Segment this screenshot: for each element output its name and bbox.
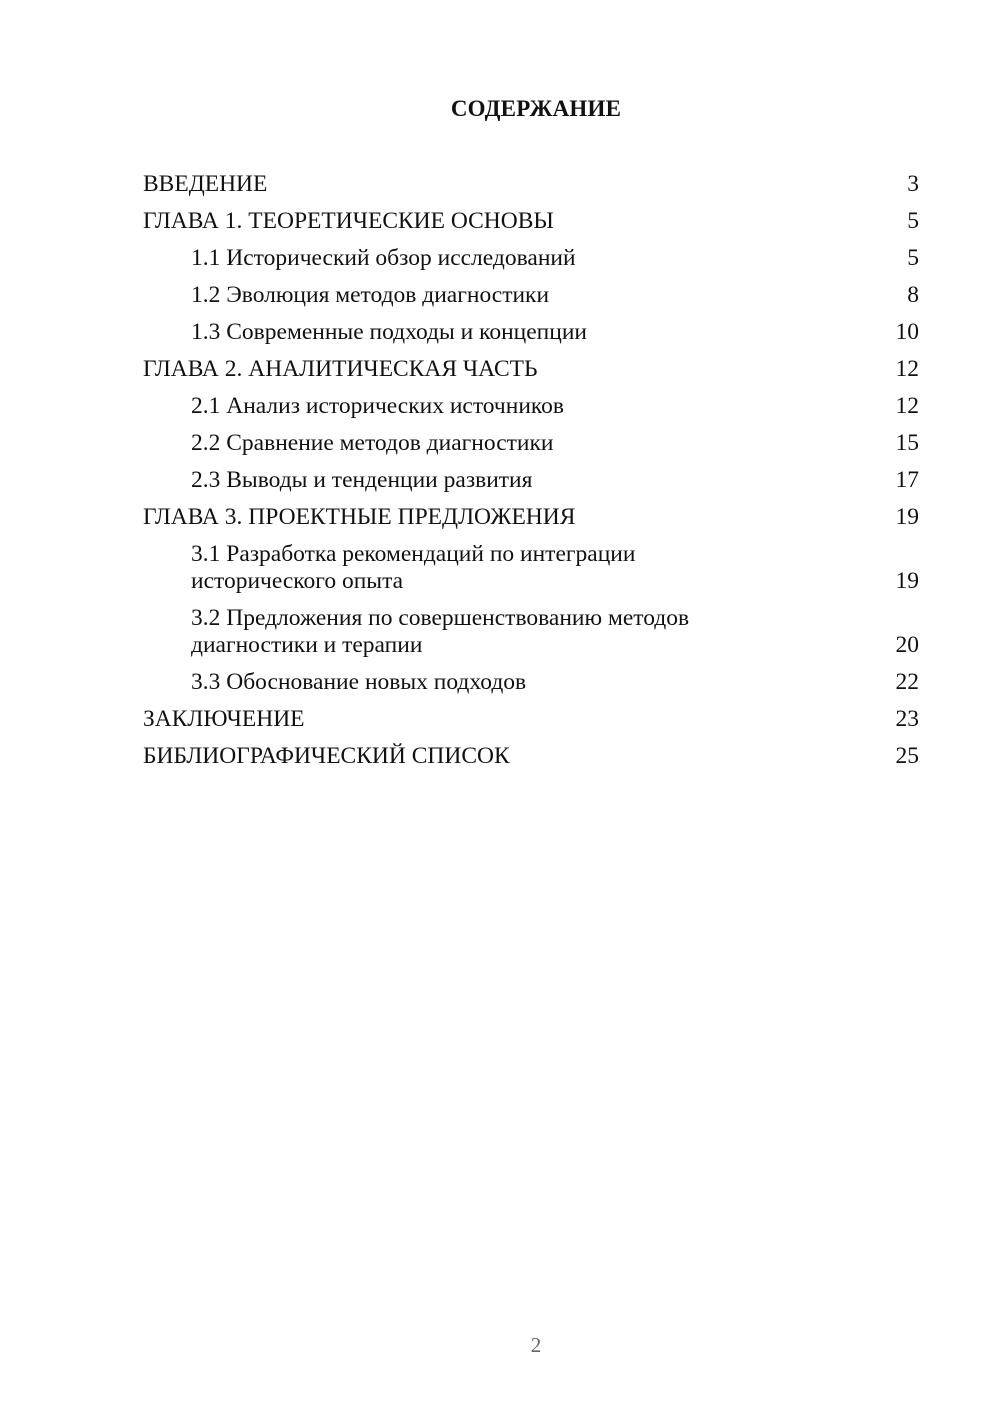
toc-item-page: 25	[895, 743, 919, 769]
toc-item-page: 5	[907, 208, 919, 234]
toc-item-page: 12	[895, 393, 919, 419]
toc-item-section-1-2[interactable]	[143, 282, 919, 309]
toc-item-chapter-1[interactable]	[143, 208, 919, 235]
toc-item-page: 20	[895, 632, 919, 658]
toc-item-label: 1.2 Эволюция методов диагностики	[191, 282, 550, 308]
toc-item-page: 3	[907, 171, 919, 197]
toc-item-label: 2.1 Анализ исторических источников	[191, 393, 564, 419]
toc-item-label: 1.1 Исторический обзор исследований	[191, 245, 576, 271]
toc-item-section-3-2[interactable]	[143, 605, 919, 659]
toc-item-label: ГЛАВА 1. ТЕОРЕТИЧЕСКИЕ ОСНОВЫ	[143, 208, 554, 234]
toc-item-page: 17	[895, 467, 919, 493]
toc-item-label: 3.2 Предложения по совершенствованию методов диагностики и терапии	[191, 605, 690, 658]
toc-item-bibliography[interactable]	[143, 743, 919, 770]
toc-item-label: ВВЕДЕНИЕ	[143, 171, 268, 197]
toc-item-section-2-3[interactable]	[143, 467, 919, 494]
toc-item-label: ГЛАВА 3. ПРОЕКТНЫЕ ПРЕДЛОЖЕНИЯ	[143, 504, 576, 530]
table-of-contents	[143, 171, 919, 780]
page-title: СОДЕРЖАНИЕ	[450, 96, 622, 121]
toc-item-page: 19	[895, 568, 919, 594]
toc-item-section-1-3[interactable]	[143, 319, 919, 346]
toc-item-page: 8	[907, 282, 919, 308]
toc-item-label: 2.2 Сравнение методов диагностики	[191, 430, 554, 456]
toc-item-section-2-1[interactable]	[143, 393, 919, 420]
toc-item-page: 5	[907, 245, 919, 271]
toc-item-page: 22	[895, 669, 919, 695]
toc-item-section-2-2[interactable]	[143, 430, 919, 457]
toc-item-page: 12	[895, 356, 919, 382]
toc-item-label: 3.1 Разработка рекомендаций по интеграции исторического опыта	[191, 541, 636, 594]
toc-item-label: ЗАКЛЮЧЕНИЕ	[143, 706, 305, 732]
toc-item-page: 15	[895, 430, 919, 456]
page-number: 2	[530, 1333, 542, 1357]
toc-item-chapter-2[interactable]	[143, 356, 919, 383]
toc-item-label: 2.3 Выводы и тенденции развития	[191, 467, 533, 493]
toc-item-section-3-1[interactable]	[143, 541, 919, 595]
toc-item-chapter-3[interactable]	[143, 504, 919, 531]
toc-item-label: ГЛАВА 2. АНАЛИТИЧЕСКАЯ ЧАСТЬ	[143, 356, 538, 382]
toc-item-section-3-3[interactable]	[143, 669, 919, 696]
toc-item-label: 1.3 Современные подходы и концепции	[191, 319, 587, 345]
toc-item-conclusion[interactable]	[143, 706, 919, 733]
toc-item-section-1-1[interactable]	[143, 245, 919, 272]
toc-item-page: 23	[895, 706, 919, 732]
toc-item-page: 19	[895, 504, 919, 530]
toc-item-label: 3.3 Обоснование новых подходов	[191, 669, 527, 695]
toc-item-label: БИБЛИОГРАФИЧЕСКИЙ СПИСОК	[143, 743, 510, 769]
toc-item-page: 10	[895, 319, 919, 345]
toc-item-introduction[interactable]	[143, 171, 919, 198]
